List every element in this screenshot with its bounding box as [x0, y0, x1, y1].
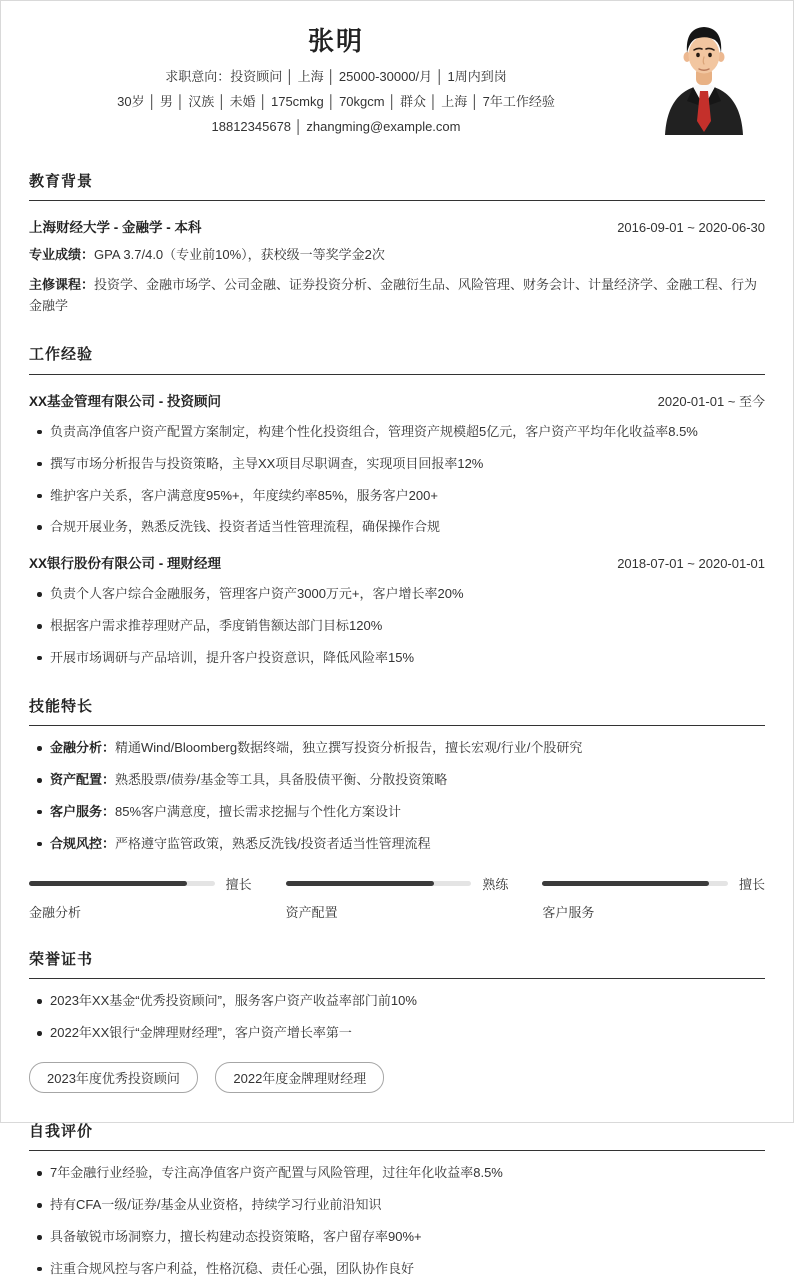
- job-entry: [29, 552, 765, 668]
- section-title-education: 教育背景: [29, 172, 765, 202]
- skill-bar-fill: [542, 881, 709, 886]
- summary-bullet-list: [29, 1164, 765, 1278]
- skill-text: 精通Wind/Bloomberg数据终端，独立撰写投资分析报告，擅长宏观/行业/个股研究: [115, 740, 583, 756]
- honor-badge: 2023年度优秀投资顾问: [29, 1062, 198, 1093]
- skill-text: 85%客户满意度，擅长需求挖掘与个性化方案设计: [115, 803, 402, 819]
- skill-bar-fill: [29, 881, 187, 886]
- company-and-role: XX银行股份有限公司 - 理财经理: [29, 556, 222, 572]
- section-honors: [29, 950, 765, 1093]
- education-courses-line: [29, 275, 765, 317]
- skill-bar-track: [286, 881, 472, 886]
- section-title-self-evaluation: 自我评价: [29, 1122, 765, 1152]
- skill-bar-name: 金融分析: [29, 904, 82, 920]
- skill-label: 合规风控：: [50, 835, 116, 851]
- skill-bullet: [29, 739, 765, 758]
- skill-bar-name: 资产配置: [285, 904, 338, 920]
- skill-label: 资产配置：: [50, 772, 116, 788]
- summary-bullet: 7年金融行业经验，专注高净值客户资产配置与风险管理，过往年化收益率8.5%: [29, 1164, 765, 1183]
- company-and-role: XX基金管理有限公司 - 投资顾问: [29, 393, 222, 409]
- section-title-work: 工作经验: [29, 345, 765, 375]
- job-bullet-list: [29, 585, 765, 668]
- header-text-block: [29, 17, 643, 143]
- skill-label: 金融分析：: [50, 740, 116, 756]
- section-skills: [29, 697, 765, 921]
- education-courses-text: 投资学、金融市场学、公司金融、证券投资分析、金融衍生品、风险管理、财务会计、计量经济学、金融工程、行为金融学: [29, 276, 758, 313]
- summary-bullet: 持有CFA一级/证券/基金从业资格，持续学习行业前沿知识: [29, 1196, 765, 1215]
- job-date-range: 2020-01-01 ~ 至今: [657, 393, 765, 409]
- skill-level-label: 熟练: [482, 876, 509, 892]
- job-bullet: 维护客户关系，客户满意度95%+，年度续约率85%，服务客户200+: [29, 487, 765, 506]
- skill-bullet-list: [29, 739, 765, 853]
- honor-badge-row: [29, 1062, 765, 1093]
- honor-bullet: 2022年XX银行“金牌理财经理”，客户资产增长率第一: [29, 1024, 765, 1043]
- skill-bar-name: 客户服务: [542, 904, 595, 920]
- education-gpa-text: GPA 3.7/4.0（专业前10%），获校级一等奖学金2次: [94, 247, 385, 262]
- job-bullet-list: [29, 423, 765, 537]
- education-date-range: 2016-09-01 ~ 2020-06-30: [617, 220, 765, 235]
- candidate-name: 张明: [307, 26, 364, 56]
- honor-badge: 2022年度金牌理财经理: [215, 1062, 384, 1093]
- summary-bullet: 具备敏锐市场洞察力，擅长构建动态投资策略，客户留存率90%+: [29, 1228, 765, 1247]
- honor-bullet: 2023年XX基金“优秀投资顾问”，服务客户资产收益率部门前10%: [29, 992, 765, 1011]
- skill-bullet: [29, 771, 765, 790]
- skill-bullet: [29, 803, 765, 822]
- section-education: [29, 172, 765, 317]
- education-gpa-label: 专业成绩：: [29, 247, 95, 262]
- skill-bar-asset-allocation: [286, 874, 509, 921]
- skill-text: 熟悉股票/债券/基金等工具，具备股债平衡、分散投资策略: [115, 772, 448, 788]
- skill-bar-track: [542, 881, 728, 886]
- job-date-range: 2018-07-01 ~ 2020-01-01: [617, 556, 765, 572]
- section-title-skills: 技能特长: [29, 697, 765, 727]
- skill-bullet: [29, 835, 765, 854]
- skill-level-label: 擅长: [225, 876, 252, 892]
- job-bullet: 根据客户需求推荐理财产品，季度销售额达部门目标120%: [29, 617, 765, 636]
- skill-bar-financial-analysis: [29, 874, 252, 921]
- avatar-photo-icon: [643, 19, 765, 135]
- section-self-evaluation: [29, 1122, 765, 1279]
- job-bullet: 开展市场调研与产品培训，提升客户投资意识，降低风险率15%: [29, 649, 765, 668]
- resume-header: [29, 17, 765, 143]
- skill-bar-track: [29, 881, 215, 886]
- job-bullet: 负责个人客户综合金融服务，管理客户资产3000万元+，客户增长率20%: [29, 585, 765, 604]
- skill-bar-client-service: [542, 874, 765, 921]
- education-courses-label: 主修课程：: [29, 276, 95, 292]
- section-work-experience: [29, 345, 765, 667]
- skill-label: 客户服务：: [50, 803, 116, 819]
- job-bullet: 合规开展业务，熟悉反洗钱、投资者适当性管理流程，确保操作合规: [29, 518, 765, 537]
- education-entry-head: [29, 216, 765, 236]
- job-bullet: 撰写市场分析报告与投资策略，主导XX项目尽职调查，实现项目回报率12%: [29, 455, 765, 474]
- job-bullet: 负责高净值客户资产配置方案制定，构建个性化投资组合，管理资产规模超5亿元，客户资产平均年化收益率8.5%: [29, 423, 765, 442]
- skill-text: 严格遵守监管政策，熟悉反洗钱/投资者适当性管理流程: [115, 835, 431, 851]
- summary-bullet: 注重合规风控与客户利益，性格沉稳、责任心强，团队协作良好: [29, 1260, 765, 1279]
- job-entry-head: [29, 552, 765, 572]
- skill-level-label: 擅长: [738, 876, 765, 892]
- job-entry: [29, 390, 765, 537]
- education-gpa-line: [29, 245, 765, 266]
- job-intent-line: 求职意向：投资顾问 │ 上海 │ 25000-30000/月 │ 1周内到岗: [165, 68, 507, 84]
- job-entry-head: [29, 390, 765, 410]
- honor-bullet-list: [29, 992, 765, 1043]
- school-name: 上海财经大学 - 金融学 - 本科: [29, 220, 202, 235]
- profile-photo: [643, 19, 765, 135]
- contact-line: 18812345678 │ zhangming@example.com: [211, 118, 461, 134]
- section-title-honors: 荣誉证书: [29, 950, 765, 980]
- personal-info-line: 30岁 │ 男 │ 汉族 │ 未婚 │ 175cmkg │ 70kgcm │ 群众 │ 上海 │ 7年工作经验: [117, 93, 555, 109]
- skill-bar-fill: [286, 881, 435, 886]
- skill-bars-grid: [29, 874, 765, 921]
